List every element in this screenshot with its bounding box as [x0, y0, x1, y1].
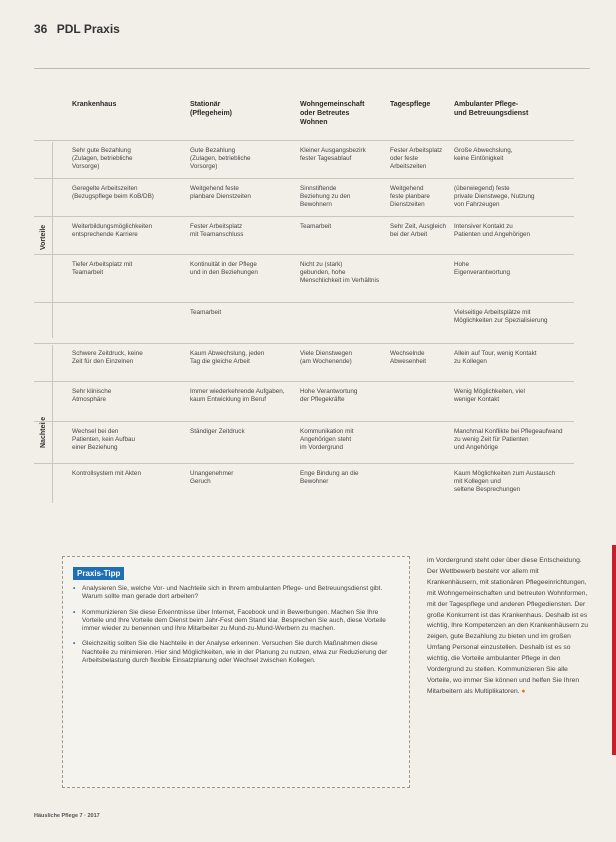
column-header: Wohngemeinschaft oder Betreutes Wohnen [300, 101, 365, 126]
table-cell: Weitgehend feste planbare Dienstzeiten [390, 185, 430, 208]
bullet-icon: • [73, 640, 76, 648]
table-cell: Sehr Zeit, Ausgleich bei der Arbeit [390, 223, 447, 238]
page-edge-marker [612, 545, 616, 755]
table-row [34, 421, 574, 464]
table-cell: Kaum Abwechslung, jeden Tag die gleiche Arbeit [190, 350, 265, 365]
table-cell: Hohe Eigenverantwortung [454, 261, 511, 276]
page-header [34, 22, 120, 36]
table-cell: Sinnstiftende Beziehung zu den Bewohnern [300, 185, 351, 208]
table-row [34, 254, 574, 303]
table-cell: Große Abwechslung, keine Eintönigkeit [454, 147, 513, 162]
tip-text: Kommunizieren Sie diese Erkenntnisse über Internet, Facebook und in Bewerbungen. Machen Sie Ihre Vorteile und Ihre Vorteile dem Dienst beim Jahr-Fest dem Stand klar. Besprechen Sie auch, diese Vorteile immer wieder zu benennen und Ihre Mitarbeiter zu Mund-zu-Mund-Werbern zu machen. [82, 608, 386, 633]
page-number: 36 [34, 22, 48, 36]
table-cell: Intensiver Kontakt zu Patienten und Angehörigen [454, 223, 530, 238]
body-text: im Vordergrund steht oder über diese Entscheidung. Der Wettbewerb besteht vor allem mit Krankenhäusern, mit stationären Pflegeeinrichtungen, mit Wohngemeinschaften und betreuten Wohnformen, mit der Tagespflege und anderen Pflegediensten. Der große Konkurrent ist das Krankenhaus. Deshalb ist es wichtig, Ihre Kompetenzen an den Krankenhäusern zu zeigen, gute Bezahlung zu bieten und im großen Umfang Personal einzustellen. Deshalb ist es so wichtig, die Vorteile ambulanter Pflege in den Vordergrund zu stellen. Kommunizieren Sie alle Vorteile, wo immer Sie können und helfen Sie Ihren Mitarbeitern als Multiplikatoren. [427, 557, 588, 695]
praxis-tipp-label: Praxis-Tipp [73, 567, 124, 580]
table-cell: Ständiger Zeitdruck [190, 428, 245, 435]
table-cell: Wenig Möglichkeiten, viel weniger Kontakt [454, 388, 525, 403]
divider [34, 68, 590, 69]
table-cell: Allein auf Tour, wenig Kontakt zu Kollegen [454, 350, 537, 365]
table-row [34, 140, 574, 179]
table-cell: Gute Bezahlung (Zulagen, betriebliche Vorsorge) [190, 147, 251, 170]
table-cell: Teamarbeit [190, 309, 222, 316]
table-row [34, 343, 574, 382]
table-cell: Nicht zu (stark) gebunden, hohe Menschlichkeit im Verhältnis [300, 261, 380, 284]
bullet-icon: • [73, 608, 76, 616]
tip-item [73, 609, 399, 634]
tip-item [73, 585, 399, 602]
table-cell: Fester Arbeitsplatz mit Teamanschluss [190, 223, 244, 238]
table-cell: Sehr klinische Atmosphäre [72, 388, 112, 403]
table-cell: Weitgehend feste planbare Dienstzeiten [190, 185, 251, 200]
praxis-tipp-box [62, 556, 410, 788]
table-row [34, 381, 574, 422]
table-cell: Geregelte Arbeitszeiten (Bezugspflege beim KoB/DB) [72, 185, 154, 200]
end-mark-icon: ● [521, 687, 526, 695]
table-cell: Viele Dienstwegen (am Wochenende) [300, 350, 353, 365]
tip-text: Gleichzeitig sollten Sie die Nachteile in der Analyse erkennen. Versuchen Sie durch Maßnahmen diese Nachteile zu minimieren. Hier sind Möglichkeiten, wie in der Planung zu nutzen, etwa zur Reduzierung der Arbeitsbelastung durch flexible Einsatzplanung oder Wechsel zwischen Kollegen. [82, 640, 388, 665]
table-cell: Kommunikation mit Angehörigen steht im Vordergrund [300, 428, 354, 451]
article-text [427, 556, 589, 698]
table-row [34, 463, 574, 506]
column-header: Stationär (Pflegeheim) [190, 101, 233, 117]
praxis-tipp-list [73, 585, 399, 672]
column-header: Krankenhaus [72, 101, 117, 108]
table-cell: Wechsel bei den Patienten, kein Aufbau einer Beziehung [72, 428, 136, 451]
table-cell: (überwiegend) feste private Dienstwege, Nutzung von Fahrzeugen [454, 185, 535, 208]
tip-item [73, 640, 399, 665]
section-label-nachteile: Nachteile [40, 416, 47, 448]
table-row [34, 302, 574, 343]
table-cell: Tiefer Arbeitsplatz mit Teamarbeit [72, 261, 133, 276]
bullet-icon: • [73, 585, 76, 592]
column-header: Tagespflege [390, 101, 431, 108]
table-row [34, 178, 574, 217]
tip-text: Analysieren Sie, welche Vor- und Nachteile sich in Ihrem ambulanten Pflege- und Betreuungsdienst gibt. Warum sollte man gerade dort arbeiten? [82, 585, 383, 601]
table-cell: Kontinuität in der Pflege und in den Beziehungen [190, 261, 258, 276]
table-cell: Immer wiederkehrende Aufgaben, kaum Entwicklung im Beruf [190, 388, 285, 403]
table-cell: Kaum Möglichkeiten zum Austausch mit Kollegen und seltene Besprechungen [454, 470, 556, 493]
table-cell: Enge Bindung an die Bewohner [300, 470, 359, 485]
table-cell: Schwere Zeitdruck, keine Zeit für den Einzelnen [72, 350, 143, 365]
table-cell: Teamarbeit [300, 223, 332, 230]
page-footer: Häusliche Pflege 7 · 2017 [34, 813, 100, 819]
table-cell: Sehr gute Bezahlung (Zulagen, betriebliche Vorsorge) [72, 147, 133, 170]
section-label-vorteile: Vorteile [40, 224, 47, 250]
table-cell: Hohe Verantwortung der Pflegekräfte [300, 388, 358, 403]
section-title: PDL Praxis [56, 22, 120, 36]
table-cell: Manchmal Konflikte bei Pflegeaufwand zu wenig Zeit für Patienten und Angehörige [454, 428, 563, 451]
table-cell: Unangenehmer Geruch [190, 470, 234, 485]
table-cell: Kleiner Ausgangsbezirk fester Tagesablauf [300, 147, 366, 162]
column-header: Ambulanter Pflege- und Betreuungsdienst [454, 101, 529, 117]
table-row [34, 216, 574, 255]
table-cell: Kontrollsystem mit Akten [72, 470, 141, 477]
table-cell: Wechselnde Abwesenheit [390, 350, 427, 365]
table-cell: Fester Arbeitsplatz oder feste Arbeitszeiten [390, 147, 443, 170]
table-header [34, 100, 574, 140]
table-cell: Vielseitige Arbeitsplätze mit Möglichkeiten zur Spezialisierung [454, 309, 548, 324]
table-cell: Weiterbildungsmöglichkeiten entsprechende Karriere [72, 223, 153, 238]
